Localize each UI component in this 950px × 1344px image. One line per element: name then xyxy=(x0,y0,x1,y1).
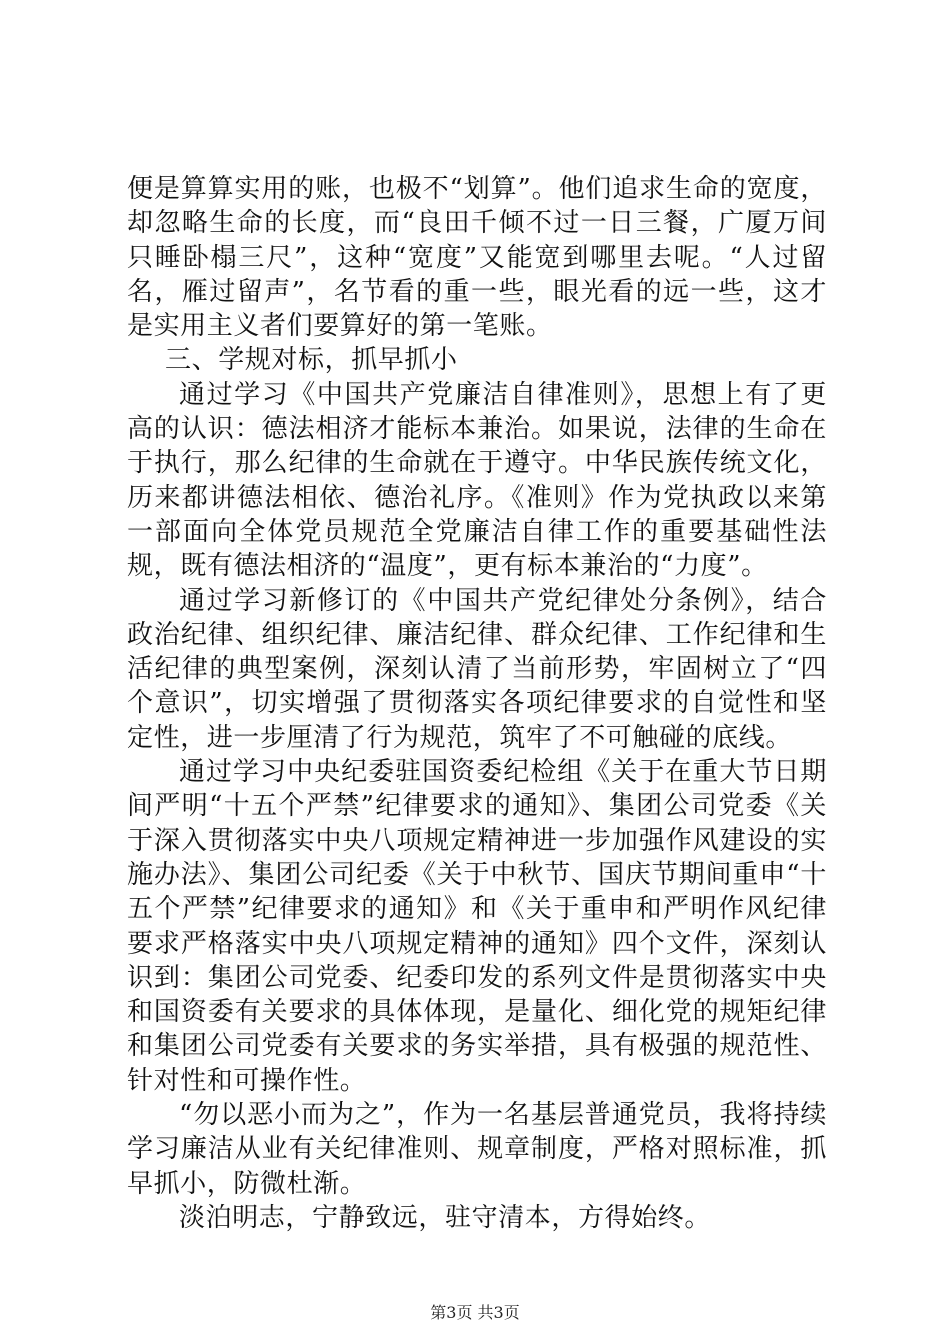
paragraph-discipline-regulations: 通过学习新修订的《中国共产党纪律处分条例》，结合政治纪律、组织纪律、廉洁纪律、群众纪律、工作纪律和生活纪律的典型案例，深刻认清了当前形势，牢固树立了“四个意识”，切实增强了贯彻落实各项纪律要求的自觉性和坚定性，进一步厘清了行为规范，筑牢了不可触碰的底线。 xyxy=(127,585,827,753)
paragraph-closing: 淡泊明志，宁静致远，驻守清本，方得始终。 xyxy=(179,1202,712,1233)
paragraph-commitment: “勿以恶小而为之”，作为一名基层普通党员，我将持续学习廉洁从业有关纪律准则、规章制度，严格对照标准，抓早抓小，防微杜渐。 xyxy=(127,1100,827,1199)
section-heading-three: 三、学规对标，抓早抓小 xyxy=(165,345,458,376)
paragraph-continuation: 便是算算实用的账，也极不“划算”。他们追求生命的宽度，却忽略生命的长度，而“良田千倾不过一日三餐，广厦万间只睡卧榻三尺”，这种“宽度”又能宽到哪里去呢。“人过留名，雁过留声”，名节看的重一些，眼光看的远一些，这才是实用主义者们要算好的第一笔账。 xyxy=(127,174,827,342)
paragraph-integrity-code: 通过学习《中国共产党廉洁自律准则》，思想上有了更高的认识：德法相济才能标本兼治。如果说，法律的生命在于执行，那么纪律的生命就在于遵守。中华民族传统文化，历来都讲德法相依、德治礼序。《准则》作为党执政以来第一部面向全体党员规范全党廉洁自律工作的重要基础性法规，既有德法相济的“温度”，更有标本兼治的“力度”。 xyxy=(127,379,827,582)
page-footer xyxy=(0,1300,950,1323)
document-body xyxy=(127,172,827,1235)
paragraph-notices-study: 通过学习中央纪委驻国资委纪检组《关于在重大节日期间严明“十五个严禁”纪律要求的通知》、集团公司党委《关于深入贯彻落实中央八项规定精神进一步加强作风建设的实施办法》、集团公司纪委《关于中秋节、国庆节期间重申“十五个严禁”纪律要求的通知》和《关于重申和严明作风纪律要求严格落实中央八项规定精神的通知》四个文件，深刻认识到：集团公司党委、纪委印发的系列文件是贯彻落实中央和国资委有关要求的具体体现，是量化、细化党的规矩纪律和集团公司党委有关要求的务实举措，具有极强的规范性、针对性和可操作性。 xyxy=(127,757,827,1096)
page-number-label: 第3页 共3页 xyxy=(430,1303,520,1322)
